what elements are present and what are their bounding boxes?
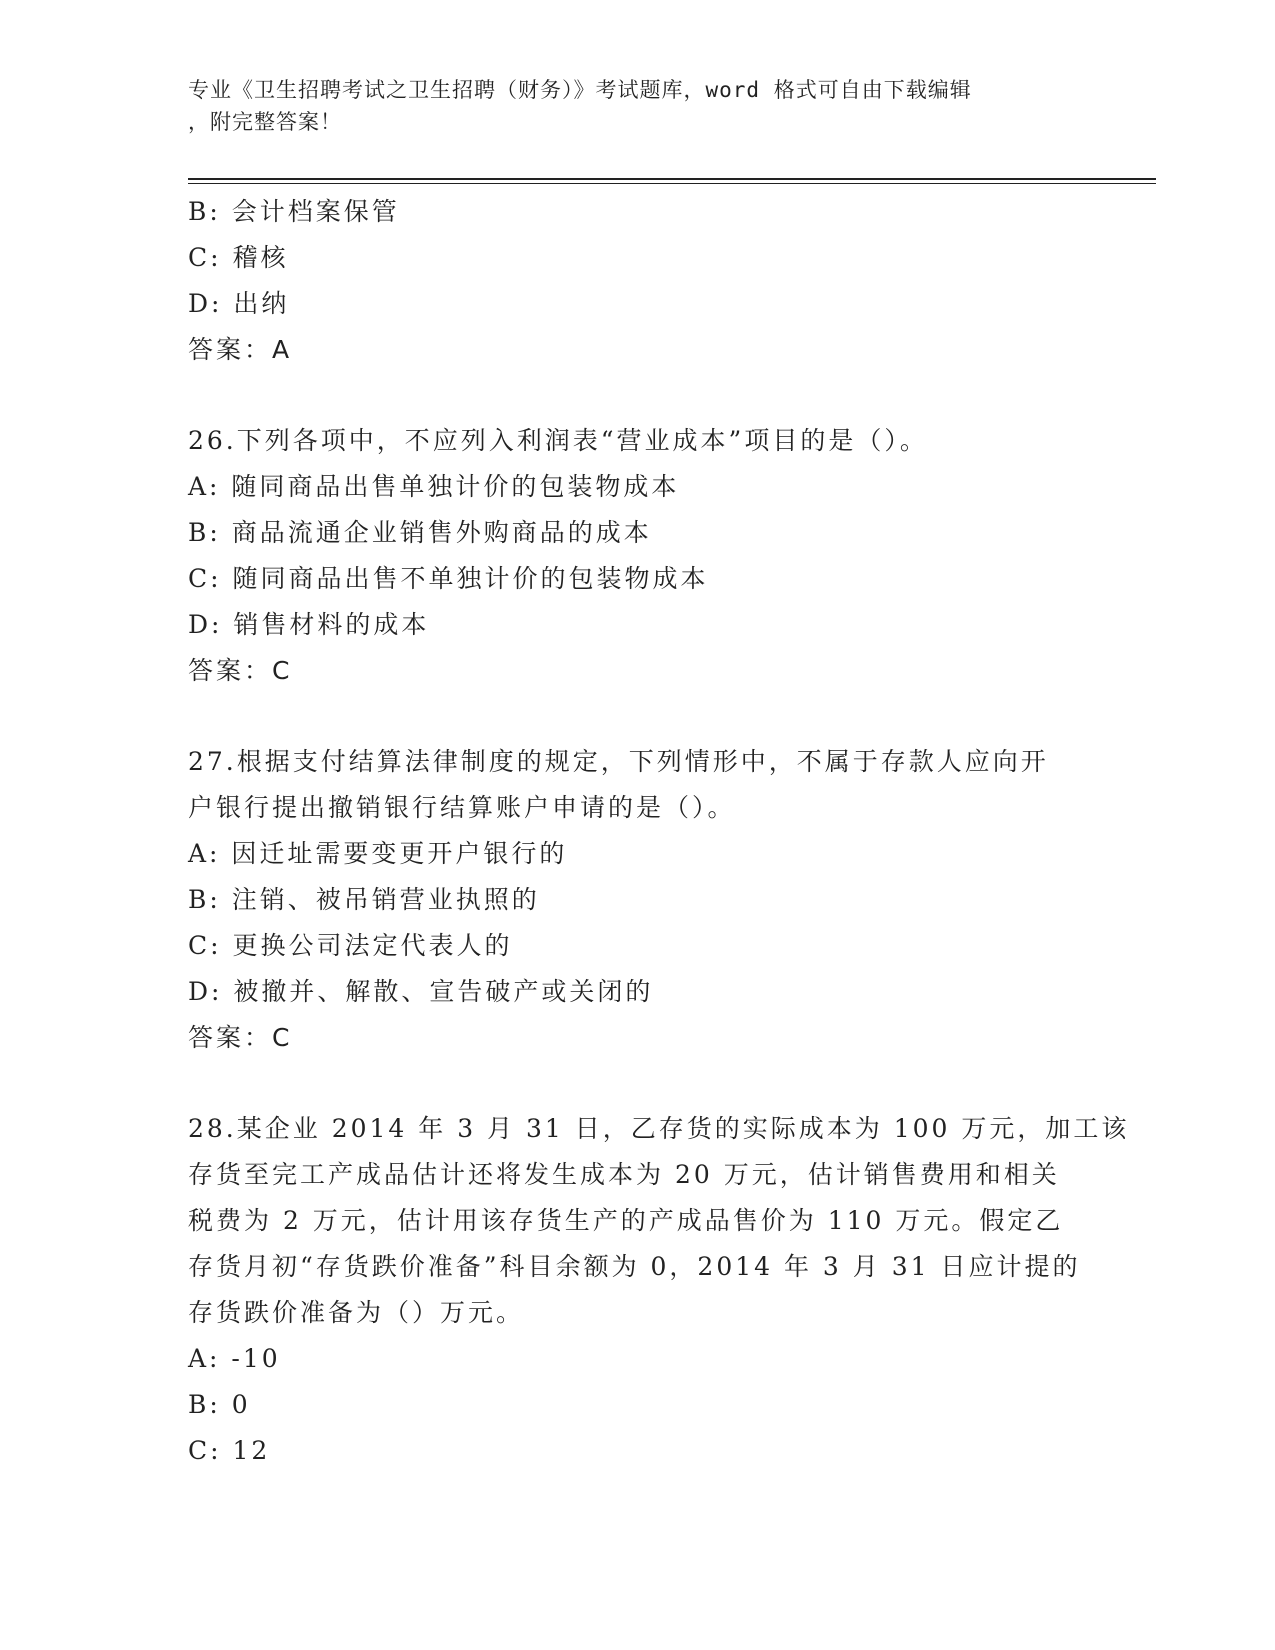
option-c: C: 随同商品出售不单独计价的包装物成本	[188, 564, 709, 593]
option-b: B: 会计档案保管	[188, 197, 400, 226]
question-stem-line-1: 28.某企业 2014 年 3 月 31 日，乙存货的实际成本为 100 万元，加工该	[188, 1114, 1130, 1143]
question-stem-line-5: 存货跌价准备为（）万元。	[188, 1298, 525, 1327]
question-stem-line-3: 税费为 2 万元，估计用该存货生产的产成品售价为 110 万元。假定乙	[188, 1206, 1064, 1235]
option-a: A: -10	[188, 1344, 281, 1373]
option-b: B: 0	[188, 1390, 251, 1419]
question-25-tail	[188, 189, 1078, 373]
question-list	[188, 189, 1130, 1474]
question-stem-line-1: 27.根据支付结算法律制度的规定，下列情形中，不属于存款人应向开	[188, 747, 1049, 776]
option-c: C: 12	[188, 1436, 271, 1465]
header-divider-thin	[188, 183, 1156, 184]
question-26	[188, 418, 1078, 694]
option-a: A: 随同商品出售单独计价的包装物成本	[188, 472, 680, 501]
question-stem-line-4: 存货月初“存货跌价准备”科目余额为 0，2014 年 3 月 31 日应计提的	[188, 1252, 1081, 1281]
question-stem-line-2: 存货至完工产成品估计还将发生成本为 20 万元，估计销售费用和相关	[188, 1160, 1060, 1189]
option-a: A: 因迁址需要变更开户银行的	[188, 839, 568, 868]
answer: 答案：A	[188, 335, 293, 364]
question-27	[188, 739, 1078, 1061]
question-stem-line-2: 户银行提出撤销银行结算账户申请的是（）。	[188, 793, 736, 822]
question-stem: 26.下列各项中，不应列入利润表“营业成本”项目的是（）。	[188, 426, 928, 455]
option-c: C: 稽核	[188, 243, 289, 272]
option-d: D: 销售材料的成本	[188, 610, 430, 639]
option-b: B: 注销、被吊销营业执照的	[188, 885, 540, 914]
document-header	[188, 74, 1068, 138]
option-d: D: 被撤并、解散、宣告破产或关闭的	[188, 977, 654, 1006]
option-c: C: 更换公司法定代表人的	[188, 931, 513, 960]
option-d: D: 出纳	[188, 289, 290, 318]
question-28	[188, 1106, 1130, 1474]
answer: 答案：C	[188, 1023, 293, 1052]
header-line-2: ，附完整答案！	[188, 110, 342, 134]
header-line-1: 专业《卫生招聘考试之卫生招聘（财务）》考试题库，word 格式可自由下载编辑	[188, 78, 972, 102]
answer: 答案：C	[188, 656, 293, 685]
option-b: B: 商品流通企业销售外购商品的成本	[188, 518, 652, 547]
header-divider	[188, 178, 1156, 180]
